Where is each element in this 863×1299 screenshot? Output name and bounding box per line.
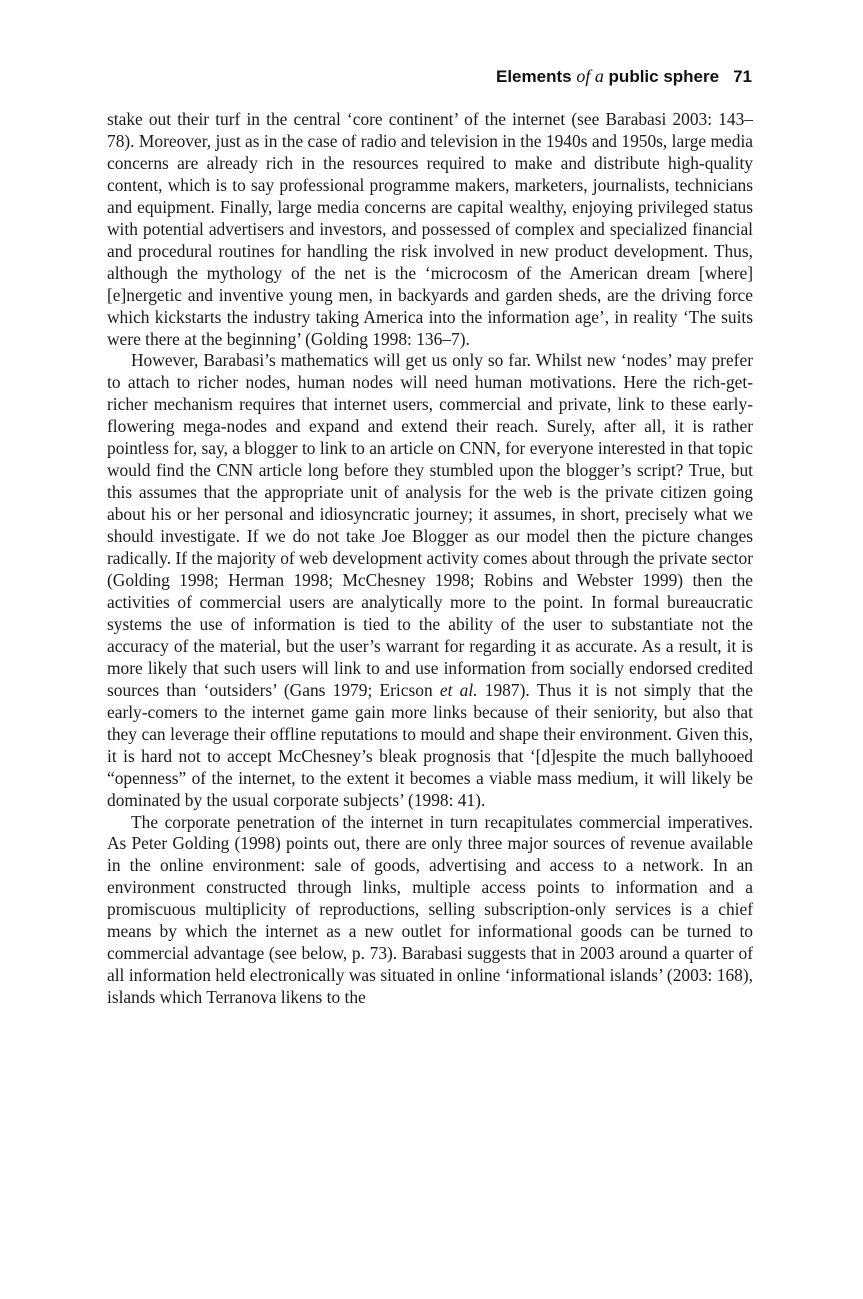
running-head — [496, 66, 752, 87]
paragraph-1: stake out their turf in the central ‘core continent’ of the internet (see Barabasi 2003: 143–78). Moreover, just as in the case of radio and television in the 1940s and 1950s, large media concerns are already rich in the resources required to make and distribute high-quality content, which is to say professional programme makers, marketers, journalists, technicians and equipment. Finally, large media concerns are capital wealthy, enjoying privileged status with potential advertisers and investors, and possessed of complex and specialized financial and procedural routines for handling the risk involved in new product development. Thus, although the mythology of the net is the ‘microcosm of the American dream [where] [e]nergetic and inventive young men, in backyards and garden sheds, are the driving force which kickstarts the industry taking America into the information age’, in reality ‘The suits were there at the beginning’ (Golding 1998: 136–7). — [107, 109, 753, 349]
body-text — [107, 109, 753, 1009]
paragraph-2-part-1: However, Barabasi’s mathematics will get us only so far. Whilst new ‘nodes’ may prefer to attach to richer nodes, human nodes will need human motivations. Here the rich-get-richer mechanism requires that internet users, commercial and private, link to these early-flowering mega-nodes and expand and extend their reach. Surely, after all, it is rather pointless for, say, a blogger to link to an article on CNN, for everyone interested in that topic would find the CNN article long before they stumbled upon the blogger’s script? True, but this assumes that the appropriate unit of analysis for the web is the private citizen going about his or her personal and idiosyncratic journey; it assumes, in short, precisely what we should investigate. If we do not take Joe Blogger as our model then the picture changes radically. If the majority of web development activity comes about through the private sector (Golding 1998; Herman 1998; McChesney 1998; Robins and Webster 1999) then the activities of commercial users are analytically more to the point. In formal bureaucratic systems the use of information is tied to the ability of the user to substantiate not the accuracy of the material, but the user’s warrant for regarding it as accurate. As a result, it is more likely that such users will link to and use information from socially endorsed credited sources than ‘outsiders’ (Gans 1979; Ericson — [107, 350, 753, 700]
paragraph-2 — [107, 350, 753, 811]
paragraph-2-part-2: 1987). Thus it is not simply that the early-comers to the internet game gain more links because of their seniority, but also that they can leverage their offline reputations to mould and shape their environment. Given this, it is hard not to accept McChesney’s bleak prognosis that ‘[d]espite the much ballyhooed “openness” of the internet, to the extent it becomes a viable mass medium, it will likely be dominated by the usual corporate subjects’ (1998: 41). — [107, 679, 753, 810]
paragraph-2-italic: et al. — [439, 679, 478, 700]
running-head-title-post: public sphere — [603, 67, 720, 86]
running-head-title-italic: of a — [576, 66, 604, 86]
paragraph-3: The corporate penetration of the internet in turn recapitulates commercial imperatives. As Peter Golding (1998) points out, there are only three major sources of revenue available in the online environment: sale of goods, advertising and access to a network. In an environment constructed through links, multiple access points to information and a promiscuous multiplicity of reproductions, selling subscription-only services is a chief means by which the internet as a new outlet for informational goods can be turned to commercial advantage (see below, p. 73). Barabasi suggests that in 2003 around a quarter of all information held electronically was situated in online ‘informational islands’ (2003: 168), islands which Terranova likens to the — [107, 811, 753, 1008]
running-head-title-pre: Elements — [496, 67, 577, 86]
page-number: 71 — [733, 67, 752, 86]
